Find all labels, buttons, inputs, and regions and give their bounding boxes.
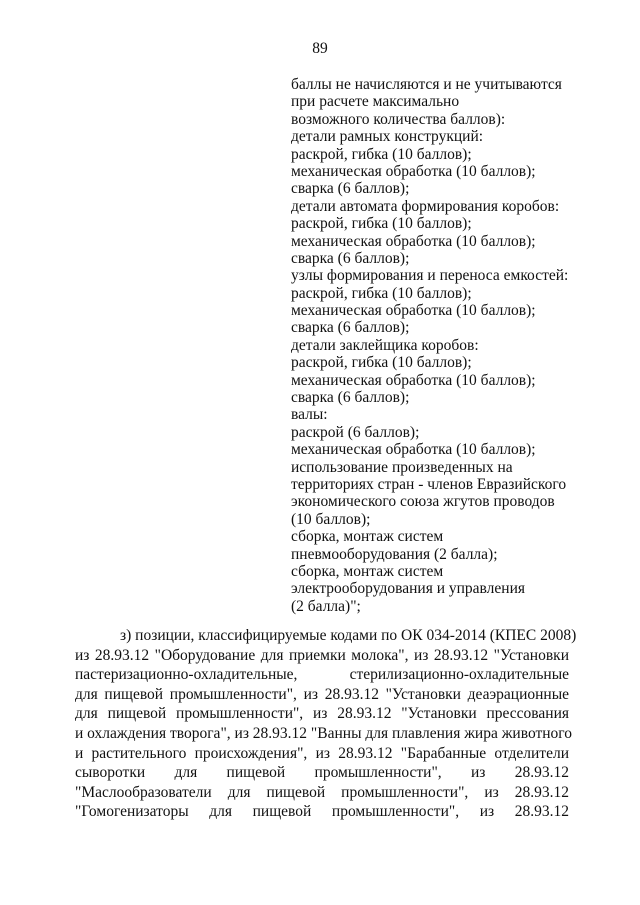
paragraph-line: сыворотки для пищевой промышленности", из 28.93.12 (75, 764, 569, 782)
list-item: (10 баллов); (291, 510, 371, 528)
list-item: сборка, монтаж систем (291, 528, 444, 546)
list-item: возможного количества баллов): (291, 110, 506, 128)
list-item: раскрой, гибка (10 баллов); (291, 284, 472, 302)
list-item: раскрой, гибка (10 баллов); (291, 145, 472, 163)
list-item: детали автомата формирования коробов: (291, 197, 560, 215)
list-item: валы: (291, 406, 328, 424)
list-item: детали заклейщика коробов: (291, 336, 479, 354)
list-item: механическая обработка (10 баллов); (291, 162, 536, 180)
paragraph-line: для пищевой промышленности", из 28.93.12 "Установки прессования (75, 705, 569, 723)
paragraph-line: для пищевой промышленности", из 28.93.12 "Установки деаэрационные (75, 685, 569, 703)
page-number: 89 (312, 40, 328, 57)
list-item: сварка (6 баллов); (291, 319, 410, 337)
list-item: раскрой, гибка (10 баллов); (291, 215, 472, 233)
list-item: сварка (6 баллов); (291, 249, 410, 267)
paragraph-line: и охлаждения творога", из 28.93.12 "Ванны для плавления жира животного (75, 724, 573, 742)
list-item: детали рамных конструкций: (291, 128, 484, 146)
list-item: механическая обработка (10 баллов); (291, 371, 536, 389)
body-paragraph (75, 626, 577, 822)
list-item: сварка (6 баллов); (291, 389, 410, 407)
list-item: раскрой, гибка (10 баллов); (291, 354, 472, 372)
list-item: при расчете максимально (291, 93, 460, 111)
list-item: механическая обработка (10 баллов); (291, 302, 536, 320)
paragraph-line: з) позиции, классифицируемые кодами по ОК 034-2014 (КПЕС 2008) (120, 627, 577, 644)
list-item: механическая обработка (10 баллов); (291, 232, 536, 250)
list-item: раскрой (6 баллов); (291, 423, 420, 441)
list-item: сварка (6 баллов); (291, 180, 410, 198)
list-item: (2 балла)"; (291, 597, 361, 615)
paragraph-line: "Маслообразователи для пищевой промышленности", из 28.93.12 (75, 783, 569, 801)
list-item: использование произведенных на (291, 458, 513, 476)
list-item: сборка, монтаж систем (291, 562, 444, 580)
list-item: пневмооборудования (2 балла); (291, 545, 498, 563)
paragraph-line: пастеризационно-охладительные, стерилизационно-охладительные (75, 666, 569, 684)
criteria-list (291, 76, 591, 615)
paragraph-line: из 28.93.12 "Оборудование для приемки молока", из 28.93.12 "Установки (75, 646, 569, 664)
paragraph-line: "Гомогенизаторы для пищевой промышленности", из 28.93.12 (75, 803, 569, 821)
list-item: электрооборудования и управления (291, 580, 525, 598)
list-item: баллы не начисляются и не учитываются (291, 76, 562, 93)
paragraph-line: и растительного происхождения", из 28.93.12 "Барабанные отделители (75, 744, 569, 762)
list-item: узлы формирования и переноса емкостей: (291, 267, 569, 285)
list-item: механическая обработка (10 баллов); (291, 441, 536, 459)
list-item: территориях стран - членов Евразийского (291, 475, 567, 493)
list-item: экономического союза жгутов проводов (291, 493, 555, 511)
